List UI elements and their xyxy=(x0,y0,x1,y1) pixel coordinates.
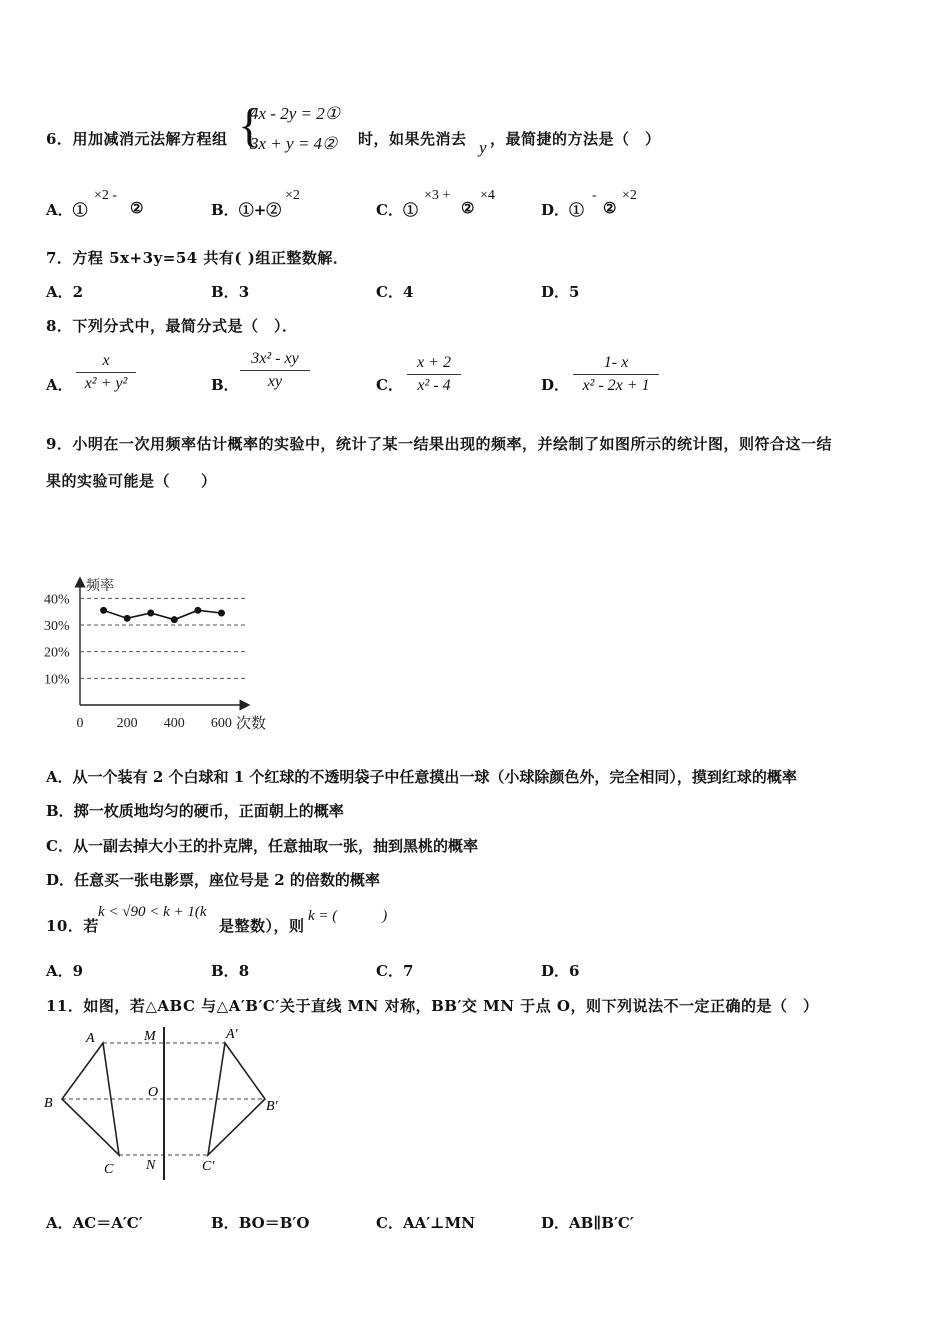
data-point xyxy=(171,616,178,623)
q6-after: 时，如果先消去 xyxy=(358,130,467,148)
q6-option-c[interactable]: C．① xyxy=(376,201,418,219)
data-point xyxy=(218,610,225,617)
q10-option-c[interactable]: C．7 xyxy=(376,962,414,980)
q9-stem-line1: 9．小明在一次用频率估计概率的实验中，统计了某一结果出现的频率，并绘制了如图所示的统计图，则符合这一结 xyxy=(46,435,832,453)
q6-option-c-op2: ×4 xyxy=(480,188,495,203)
q6-option-d-op: - xyxy=(592,188,597,203)
x-tick-label: 200 xyxy=(116,716,138,731)
x-tick-label: 400 xyxy=(163,716,185,731)
q10-result: k = ( ) xyxy=(308,908,388,924)
q7-option-c[interactable]: C．4 xyxy=(376,283,414,301)
q10-middle: 是整数），则 xyxy=(219,917,305,935)
q10-inequality: k < √90 < k + 1(k xyxy=(98,904,207,920)
data-point xyxy=(147,610,154,617)
q8-option-a[interactable]: A． xyxy=(46,376,73,394)
y-tick-label: 10% xyxy=(44,672,70,688)
q7-option-d[interactable]: D．5 xyxy=(541,283,580,301)
q9-option-a[interactable]: A．从一个装有 2 个白球和 1 个红球的不透明袋子中任意摸出一球（小球除颜色外，完全相同），摸到红球的概率 xyxy=(46,768,797,786)
q6-tail: ，最简捷的方法是（ ） xyxy=(490,130,661,148)
y-tick-label: 20% xyxy=(44,645,70,661)
x-tick-label: 600 xyxy=(210,716,232,731)
q8-option-b[interactable]: B． xyxy=(211,376,239,394)
q6-option-c-tail: ② xyxy=(461,199,475,217)
q8-option-a-fraction: x x² + y² xyxy=(76,352,136,393)
triangle-a1b1c1 xyxy=(208,1043,265,1155)
x-axis-label: 次数 xyxy=(236,716,267,732)
q6-option-b[interactable]: B．①+② xyxy=(211,201,282,219)
data-point xyxy=(100,607,107,614)
q10-option-a[interactable]: A．9 xyxy=(46,962,84,980)
label-c-prime: C′ xyxy=(202,1159,215,1174)
q7-option-a[interactable]: A．2 xyxy=(46,283,84,301)
equation-1: 4x - 2y = 2① xyxy=(250,104,340,123)
equation-2: 3x + y = 4② xyxy=(250,134,338,153)
q8-option-c-fraction: x + 2 x² - 4 xyxy=(407,354,461,395)
q10-number: 10．若 xyxy=(46,917,99,935)
series-line xyxy=(104,610,222,619)
data-point xyxy=(124,615,131,622)
q8-option-d-fraction: 1- x x² - 2x + 1 xyxy=(573,354,659,395)
q11-option-c[interactable]: C．AA′⊥MN xyxy=(376,1214,475,1232)
label-c: C xyxy=(104,1162,114,1177)
q6-option-d[interactable]: D．① xyxy=(541,201,585,219)
q8-stem: 8．下列分式中，最简分式是（ ）． xyxy=(46,317,298,335)
y-axis-label: 频率 xyxy=(86,579,114,594)
label-n: N xyxy=(146,1158,156,1173)
q8-option-d[interactable]: D． xyxy=(541,376,570,394)
q6-option-d-op2: ×2 xyxy=(622,188,637,203)
label-a: A xyxy=(86,1031,95,1046)
q7-stem: 7．方程 5x+3y=54 共有( )组正整数解． xyxy=(46,249,349,267)
q6-option-a[interactable]: A．① xyxy=(46,201,88,219)
q9-stem-line2: 果的实验可能是（ ） xyxy=(46,472,217,490)
q11-option-d[interactable]: D．AB∥B′C′ xyxy=(541,1214,634,1232)
q11-option-a[interactable]: A．AC＝A′C′ xyxy=(46,1214,143,1232)
q8-option-b-fraction: 3x² - xy xy xyxy=(240,350,310,391)
symmetry-figure xyxy=(40,1022,300,1187)
y-tick-label: 30% xyxy=(44,619,70,634)
x-tick-label: 0 xyxy=(76,716,84,731)
q8-option-c[interactable]: C． xyxy=(376,376,403,394)
q6-option-d-tail: ② xyxy=(603,199,617,217)
label-b: B xyxy=(44,1096,53,1111)
q6-option-a-op: ×2 - xyxy=(94,188,118,203)
q6-option-c-op: ×3 + xyxy=(424,188,451,203)
q11-stem: 11．如图，若△ABC 与△A′B′C′关于直线 MN 对称，BB′交 MN 于点 O，则下列说法不一定正确的是（ ） xyxy=(46,997,819,1015)
label-m: M xyxy=(144,1029,156,1044)
q10-option-d[interactable]: D．6 xyxy=(541,962,580,980)
q6-option-a-tail: ② xyxy=(130,199,144,217)
label-b-prime: B′ xyxy=(266,1099,278,1114)
q11-option-b[interactable]: B．BO＝B′O xyxy=(211,1214,310,1232)
y-tick-label: 40% xyxy=(44,592,70,608)
q9-option-b[interactable]: B．掷一枚质地均匀的硬币，正面朝上的概率 xyxy=(46,802,344,820)
q9-option-d[interactable]: D．任意买一张电影票，座位号是 2 的倍数的概率 xyxy=(46,871,380,889)
q9-option-c[interactable]: C．从一副去掉大小王的扑克牌，任意抽取一张，抽到黑桃的概率 xyxy=(46,837,478,855)
label-o: O xyxy=(148,1085,159,1100)
q6-var: y xyxy=(479,138,487,157)
data-point xyxy=(194,607,201,614)
q10-option-b[interactable]: B．8 xyxy=(211,962,250,980)
system-brace: { xyxy=(238,99,262,152)
label-a-prime: A′ xyxy=(226,1027,238,1042)
q6-option-b-op: ×2 xyxy=(285,188,300,203)
q6-stem: 6．用加减消元法解方程组 xyxy=(46,130,228,148)
q7-option-b[interactable]: B．3 xyxy=(211,283,250,301)
frequency-chart xyxy=(40,570,280,740)
